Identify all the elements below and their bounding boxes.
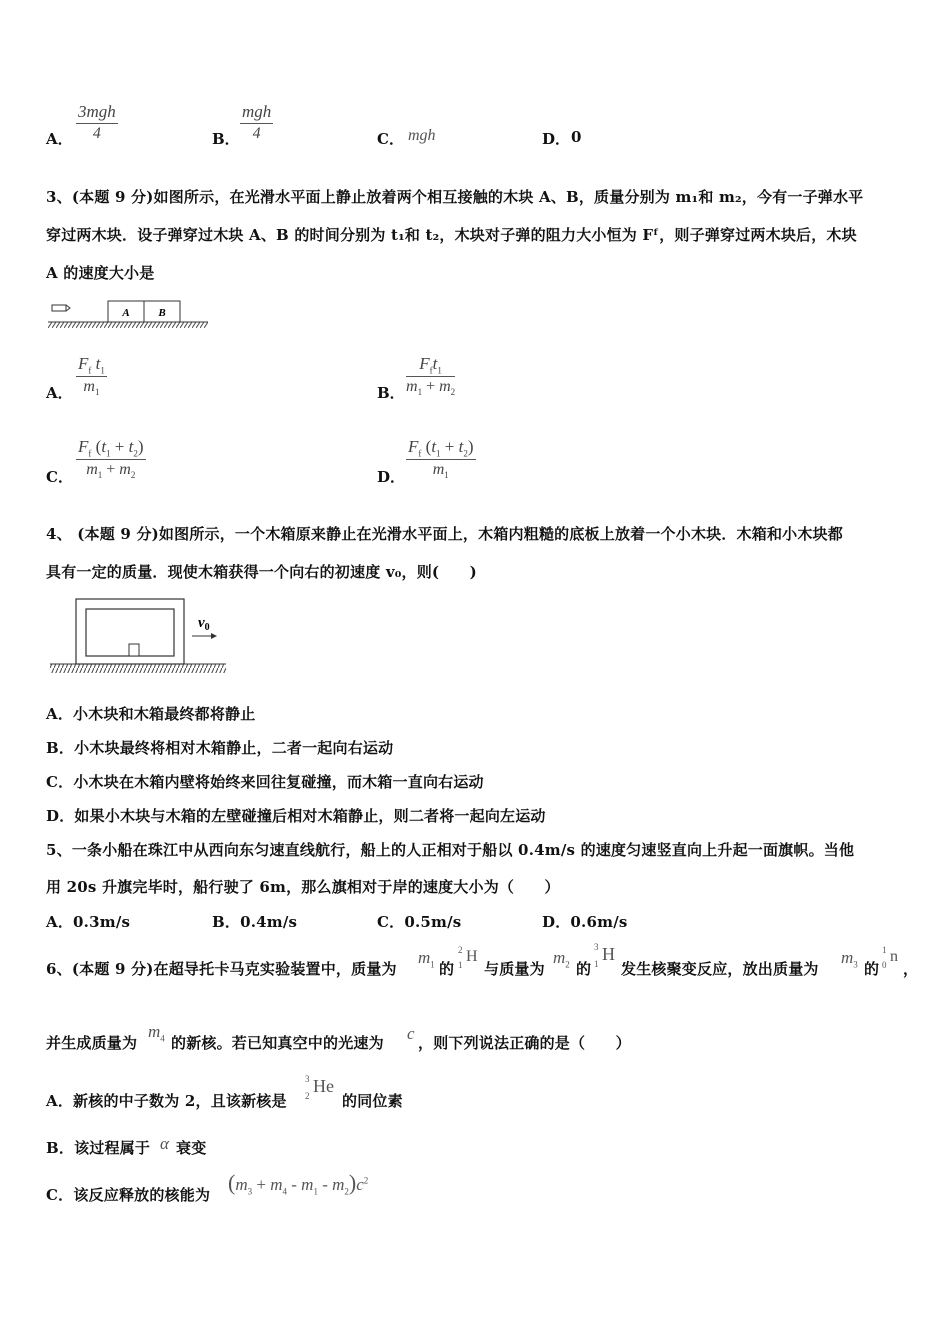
q5-option-a	[46, 911, 130, 932]
q6-l1-f: 的	[864, 960, 880, 978]
q3-option-d-denominator: $m_1$	[432, 461, 449, 481]
ground-hatch	[48, 322, 208, 328]
q6-l1-a: 6、(本题 9 分)在超导托卡马克实验装置中，质量为	[46, 960, 397, 978]
deuterium-mass: 2	[458, 945, 463, 955]
q4-option-d-text: 如果小木块与木箱的左壁碰撞后相对木箱静止，则二者将一起向左运动	[74, 807, 546, 825]
q4-figure-box-block	[50, 596, 230, 680]
q2-option-a-numerator: 3mgh	[76, 102, 118, 124]
q6-m1: $m_1$	[418, 948, 435, 970]
q6-l2-b: 的新核。若已知真空中的光速为	[171, 1034, 384, 1052]
q3-option-a-denominator: $m_1$	[83, 378, 100, 398]
q6-c: c	[407, 1024, 415, 1043]
q4-option-c	[46, 771, 484, 792]
q6-m4: $m_4$	[148, 1022, 165, 1044]
q6-m2: $m_2$	[553, 948, 570, 970]
tritium-mass: 3	[594, 942, 599, 952]
q3-option-c-denominator: $m_1 + m_2$	[86, 461, 136, 481]
q2-option-c-label: C．	[377, 130, 404, 148]
q6-helium3	[305, 1074, 334, 1101]
q6-deuterium	[458, 945, 478, 970]
q3-stem-line3: A 的速度大小是	[46, 264, 155, 282]
ground-hatch	[50, 664, 226, 673]
q6-l1-b: 的	[439, 960, 455, 978]
tritium-charge: 1	[594, 959, 599, 969]
q5-option-c-label: C．	[377, 913, 405, 931]
q6-m3: $m_3$	[841, 948, 858, 970]
q3-option-b-numerator: $F_ft_1$	[406, 354, 455, 377]
q3-option-d-numerator: $F_f$ $(t_1 + t_2)$	[408, 437, 474, 459]
q6-option-b-label: B．	[46, 1139, 75, 1157]
q5-option-a-label: A．	[46, 913, 74, 931]
q4-option-a-label: A．	[46, 705, 74, 723]
q6-option-a-text-b: 的同位素	[342, 1092, 403, 1110]
q5-option-b-label: B．	[212, 913, 241, 931]
q6-l1-e: 发生核聚变反应，放出质量为	[621, 960, 819, 978]
q4-option-b-label: B．	[46, 739, 75, 757]
q6-option-a-text-a: 新核的中子数为 2，且该新核是	[73, 1092, 287, 1110]
q6-option-a	[46, 1090, 287, 1111]
q3-option-d-fraction	[406, 437, 476, 481]
q3-option-c-fraction	[76, 437, 146, 481]
q2-option-a-fraction	[76, 102, 118, 143]
q4-option-c-text: 小木块在木箱内壁将始终来回往复碰撞，而木箱一直向右运动	[73, 773, 484, 791]
q6-option-b	[46, 1137, 150, 1158]
q3-stem-line2: 穿过两木块．设子弹穿过木块 A、B 的时间分别为 t₁和 t₂，木块对子弹的阻力大小恒为 Fᶠ，则子弹穿过两木块后，木块	[46, 226, 857, 244]
q2-option-d-value: 0	[571, 128, 582, 146]
deuterium-charge: 1	[458, 960, 463, 970]
q6-l2-c: ，则下列说法正确的是（ ）	[418, 1034, 631, 1052]
q5-stem-line1: 5、一条小船在珠江中从西向东匀速直线航行，船上的人正相对于船以 0.4m/s 的速度匀速竖直向上升起一面旗帜。当他	[46, 841, 855, 859]
q5-option-d	[542, 911, 628, 932]
q5-option-c-text: 0.5m/s	[404, 913, 462, 931]
q2-option-a-denominator: 4	[92, 125, 101, 142]
q6-l1-d: 的	[576, 960, 592, 978]
helium3-symbol: He	[313, 1076, 334, 1096]
q4-option-c-label: C．	[46, 773, 74, 791]
neutron-charge: 0	[882, 960, 887, 970]
q5-option-b	[212, 911, 297, 932]
q3-figure-bullet-blocks	[48, 298, 210, 330]
q4-option-b-text: 小木块最终将相对木箱静止，二者一起向右运动	[74, 739, 394, 757]
small-block	[129, 644, 139, 656]
q2-option-b-numerator: mgh	[240, 102, 273, 124]
q6-l2-a: 并生成质量为	[46, 1034, 138, 1052]
q3-option-b-fraction	[406, 354, 455, 398]
block-a-label: A	[122, 307, 130, 319]
q6-alpha-symbol: α	[160, 1134, 169, 1153]
neutron-mass: 1	[882, 945, 887, 955]
q6-neutron	[882, 945, 898, 970]
q6-tritium	[594, 942, 615, 969]
block-b-label: B	[158, 307, 166, 319]
q6-option-b-text-a: 该过程属于	[74, 1139, 151, 1157]
q4-option-b	[46, 737, 393, 758]
q6-option-a-label: A．	[46, 1092, 74, 1110]
q6-option-b-text-b: 衰变	[176, 1139, 207, 1157]
q2-option-b-fraction	[240, 102, 273, 143]
q6-l1-c: 与质量为	[484, 960, 545, 978]
bullet-icon	[52, 305, 70, 311]
q2-option-b-label: B．	[212, 130, 240, 148]
q3-option-b-label: B．	[377, 384, 405, 402]
q6-option-c-text-a: 该反应释放的核能为	[73, 1186, 211, 1204]
q5-option-d-text: 0.6m/s	[570, 913, 628, 931]
tritium-symbol: H	[602, 944, 615, 964]
velocity-label: $v_0$	[198, 615, 210, 633]
q5-option-c	[377, 911, 461, 932]
q3-stem-line1: 3、(本题 9 分)如图所示，在光滑水平面上静止放着两个相互接触的木块 A、B，质量分别为 m₁和 m₂，今有一子弹水平	[46, 188, 864, 206]
q5-option-b-text: 0.4m/s	[240, 913, 298, 931]
q3-option-a-label: A．	[46, 384, 73, 402]
q6-option-c-formula: $(m_3 + m_4 - m_1 - m_2)c^2$	[228, 1170, 369, 1197]
q4-option-d-label: D．	[46, 807, 75, 825]
q4-option-a-text: 小木块和木箱最终都将静止	[73, 705, 256, 723]
q4-stem-line2: 具有一定的质量．现使木箱获得一个向右的初速度 v₀，则( )	[46, 563, 477, 581]
q3-option-b-denominator: $m_1 + m_2$	[406, 378, 456, 398]
q4-option-a	[46, 703, 255, 724]
q2-option-c-value: mgh	[408, 127, 436, 144]
q2-option-d-label: D．	[542, 130, 571, 148]
q6-option-c	[46, 1184, 210, 1205]
q3-option-c-numerator: $F_f$ $(t_1 + t_2)$	[78, 437, 144, 459]
q2-option-b-denominator: 4	[252, 125, 261, 142]
q5-stem-line2: 用 20s 升旗完毕时，船行驶了 6m，那么旗相对于岸的速度大小为（ ）	[46, 878, 560, 896]
neutron-symbol: n	[890, 948, 898, 965]
q6-option-c-label: C．	[46, 1186, 74, 1204]
q3-option-c-label: C．	[46, 468, 73, 486]
q5-option-d-label: D．	[542, 913, 571, 931]
helium3-mass: 3	[305, 1074, 310, 1084]
q2-option-a-label: A．	[46, 130, 73, 148]
deuterium-symbol: H	[466, 948, 478, 965]
q3-option-a-fraction	[76, 354, 107, 398]
q3-option-a-numerator: $F_f$ $t_1$	[78, 354, 105, 376]
q3-option-d-label: D．	[377, 468, 406, 486]
q4-stem-line1: 4、 (本题 9 分)如图所示，一个木箱原来静止在光滑水平面上，木箱内粗糙的底板上放着一个小木块．木箱和小木块都	[46, 525, 843, 543]
q6-l1-g: ，	[903, 960, 919, 978]
q4-option-d	[46, 805, 546, 826]
q5-option-a-text: 0.3m/s	[73, 913, 131, 931]
helium3-charge: 2	[305, 1091, 310, 1101]
